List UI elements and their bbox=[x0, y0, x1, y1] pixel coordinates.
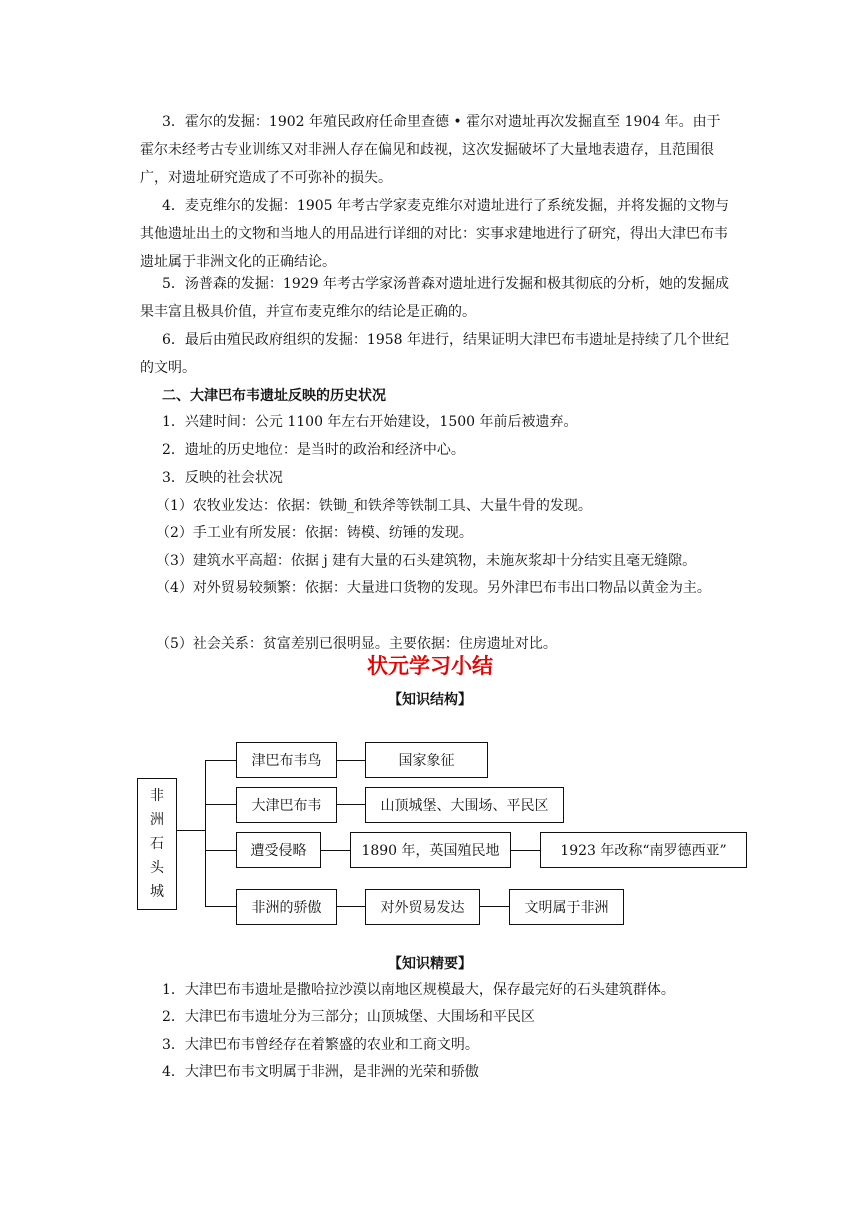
section-item-1: 1．兴建时间：公元 1100 年左右开始建设，1500 年前后被遗弃。 bbox=[162, 414, 578, 430]
node-pride: 非洲的骄傲 bbox=[236, 889, 337, 925]
structure-heading: 【知识结构】 bbox=[388, 692, 472, 708]
root-box bbox=[137, 778, 177, 910]
branch-line bbox=[205, 804, 236, 805]
detail-connector bbox=[336, 906, 365, 907]
detail-british-colony: 1890 年，英国殖民地 bbox=[350, 832, 511, 868]
essential-item-3: 3．大津巴布韦曾经存在着繁盛的农业和工商文明。 bbox=[162, 1037, 479, 1053]
summary-title: 状元学习小结 bbox=[367, 654, 493, 678]
history-point-5: 5．汤普森的发掘：1929 年考古学家汤普森对遗址进行发掘和极其彻底的分析，她的发掘成果丰富且极具价值，并宣布麦克维尔的结论是正确的。 bbox=[140, 276, 729, 320]
essential-item-1: 1．大津巴布韦遗址是撒哈拉沙漠以南地区规模最大，保存最完好的石头建筑群体。 bbox=[162, 982, 675, 998]
detail-three-parts: 山顶城堡、大围场、平民区 bbox=[365, 787, 564, 823]
branch-line bbox=[205, 760, 236, 761]
root-char: 非 bbox=[150, 788, 164, 804]
root-char: 城 bbox=[150, 884, 164, 900]
trunk-line bbox=[205, 760, 206, 906]
sub-item-2: （2）手工业有所发展：依据：铸模、纺锤的发现。 bbox=[156, 525, 473, 541]
history-point-6: 6．最后由殖民政府组织的发掘：1958 年进行，结果证明大津巴布韦遗址是持续了几个世纪的文明。 bbox=[140, 332, 729, 376]
detail-connector bbox=[320, 850, 350, 851]
node-bird: 津巴布韦鸟 bbox=[236, 742, 337, 778]
branch-line bbox=[205, 850, 236, 851]
detail-connector bbox=[336, 760, 365, 761]
history-point-3: 3．霍尔的发掘：1902 年殖民政府任命里查德 • 霍尔对遗址再次发掘直至 1904 年。由于霍尔未经考古专业训练又对非洲人存在偏见和歧视，这次发掘破坏了大量地表遗存，且范围很广，对遗址研究造成了不可弥补的损失。 bbox=[140, 114, 721, 186]
section-item-2: 2．遗址的历史地位：是当时的政治和经济中心。 bbox=[162, 442, 465, 458]
node-great-zimbabwe: 大津巴布韦 bbox=[236, 787, 337, 823]
essential-item-4: 4．大津巴布韦文明属于非洲，是非洲的光荣和骄傲 bbox=[162, 1064, 479, 1080]
history-point-4: 4．麦克维尔的发掘：1905 年考古学家麦克维尔对遗址进行了系统发掘，并将发掘的文物与其他遗址出土的文物和当地人的用品进行详细的对比：实事求建地进行了研究，得出大津巴布韦遗址属于非洲文化的正确结论。 bbox=[140, 198, 729, 270]
detail-trade: 对外贸易发达 bbox=[365, 889, 480, 925]
section-item-3: 3．反映的社会状况 bbox=[162, 470, 283, 486]
sub-item-3: （3）建筑水平高超：依据 j 建有大量的石头建筑物，未施灰浆却十分结实且毫无缝隙。 bbox=[156, 553, 697, 569]
sub-item-5: （5）社会关系：贫富差别已很明显。主要依据：住房遗址对比。 bbox=[156, 636, 557, 652]
essentials-heading: 【知识精要】 bbox=[388, 956, 472, 972]
sub-item-4: （4）对外贸易较频繁：依据：大量进口货物的发现。另外津巴布韦出口物品以黄金为主。 bbox=[156, 580, 711, 596]
essential-item-2: 2．大津巴布韦遗址分为三部分；山顶城堡、大围场和平民区 bbox=[162, 1009, 535, 1025]
detail-connector bbox=[479, 906, 509, 907]
root-connector bbox=[176, 830, 206, 831]
root-char: 石 bbox=[150, 836, 164, 852]
detail-renamed: 1923 年改称“南罗德西亚” bbox=[540, 832, 747, 868]
detail-african-civilization: 文明属于非洲 bbox=[509, 889, 624, 925]
detail-connector bbox=[336, 804, 365, 805]
section-heading: 二、大津巴布韦遗址反映的历史状况 bbox=[162, 388, 386, 404]
detail-connector bbox=[510, 850, 540, 851]
branch-line bbox=[205, 906, 236, 907]
node-invasion: 遭受侵略 bbox=[236, 832, 321, 868]
detail-national-symbol: 国家象征 bbox=[365, 742, 488, 778]
root-char: 洲 bbox=[150, 812, 164, 828]
root-char: 头 bbox=[150, 860, 164, 876]
sub-item-1: （1）农牧业发达：依据：铁锄_和铁斧等铁制工具、大量牛骨的发现。 bbox=[156, 498, 592, 514]
